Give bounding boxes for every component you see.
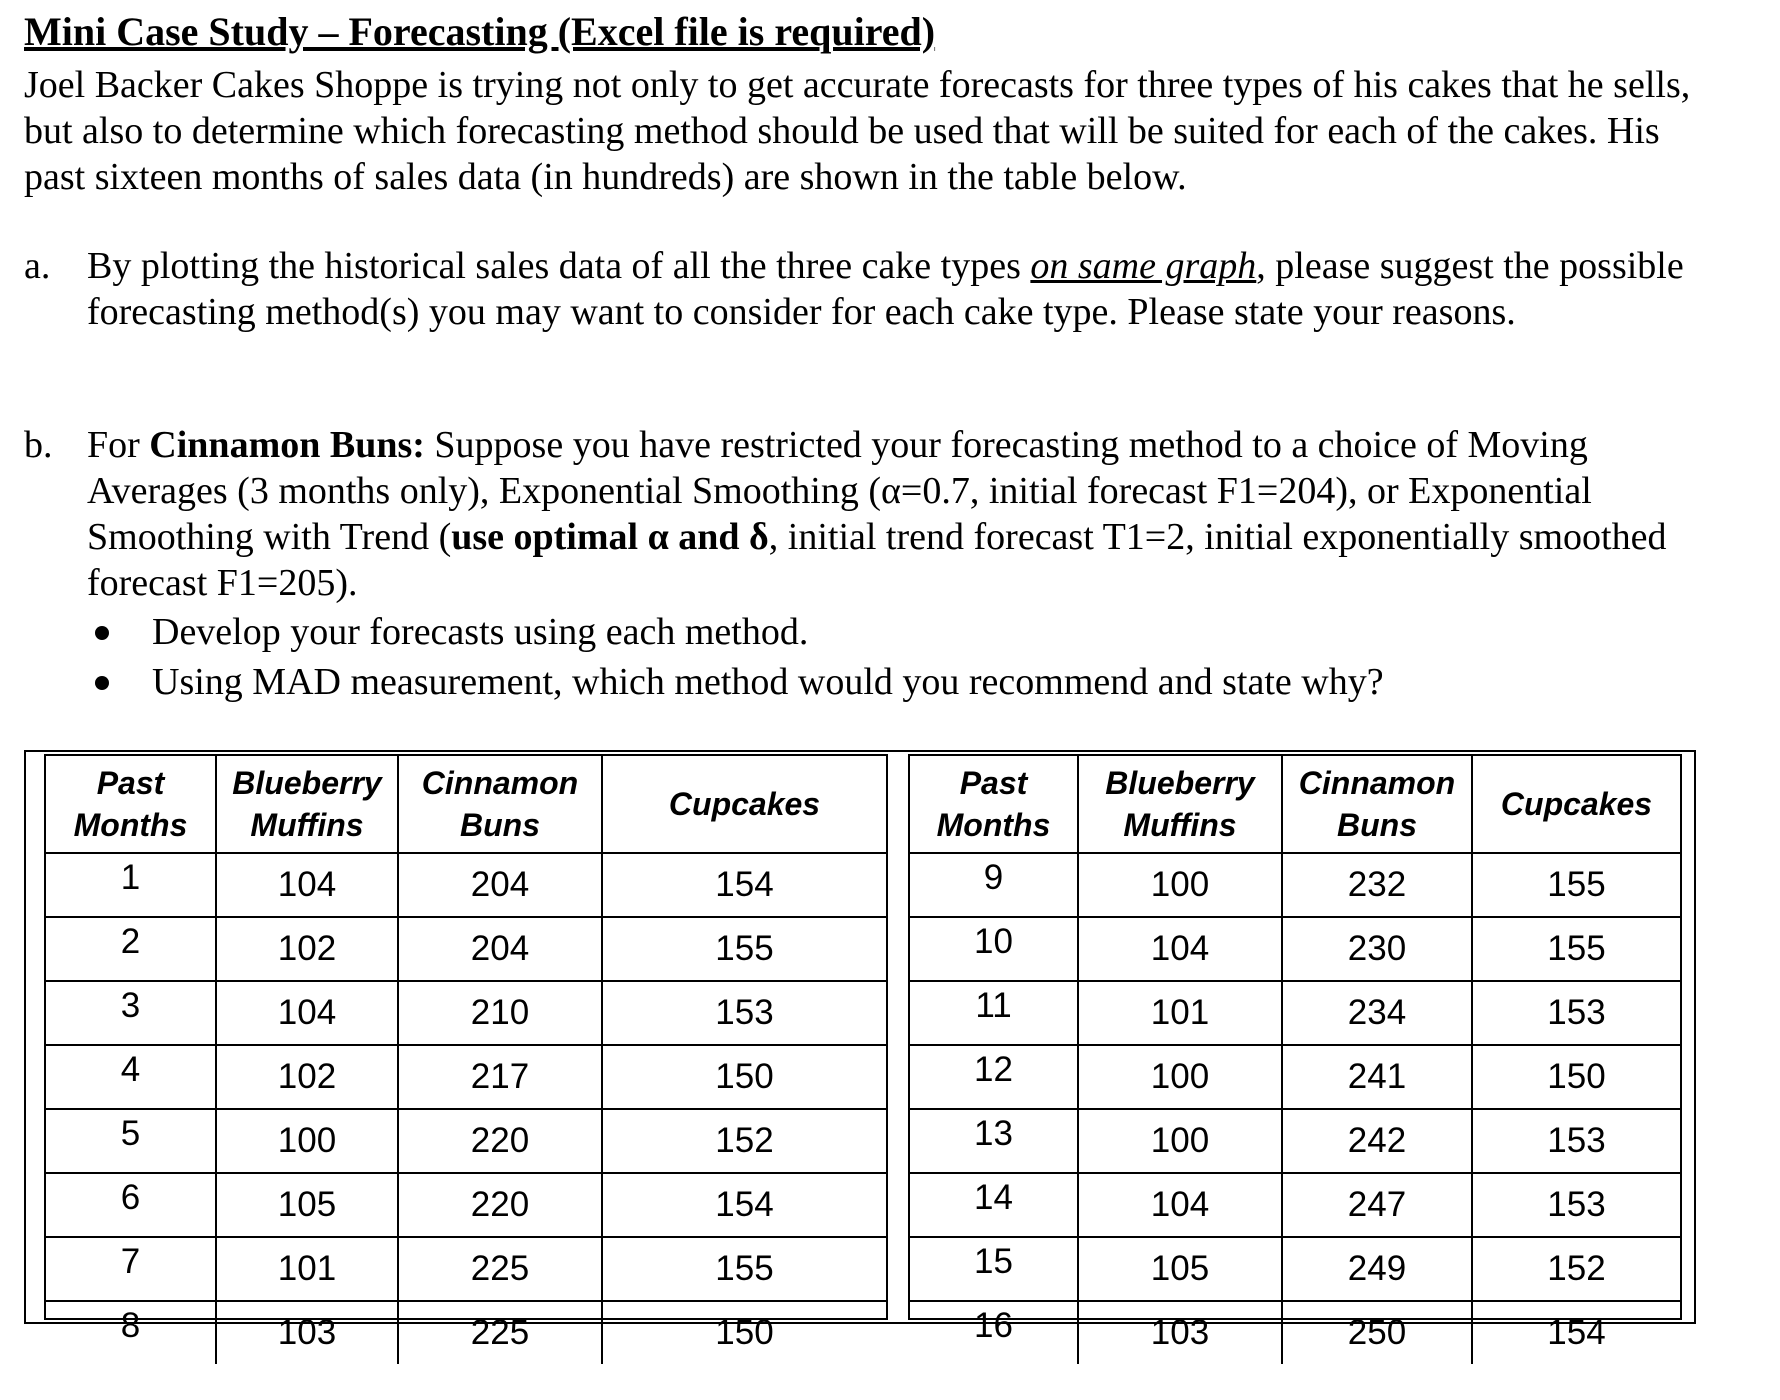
table-row [46, 1045, 886, 1109]
cell-cinnamon: 225 [398, 1301, 602, 1364]
cell-cinnamon: 250 [1282, 1301, 1472, 1364]
question-b-prefix: For [87, 424, 150, 466]
table-row [46, 853, 886, 917]
cell-blueberry: 101 [1078, 981, 1282, 1045]
table-row [46, 1301, 886, 1364]
question-a-body [87, 243, 1727, 335]
cell-blueberry: 104 [216, 853, 398, 917]
question-a-letter: a. [24, 245, 51, 287]
sales-table-left-grid [46, 756, 886, 1364]
cell-month: 12 [910, 1045, 1078, 1109]
cell-cinnamon: 230 [1282, 917, 1472, 981]
table-row [910, 917, 1680, 981]
cell-cinnamon: 232 [1282, 853, 1472, 917]
table-row [910, 1301, 1680, 1364]
cell-blueberry: 103 [1078, 1301, 1282, 1364]
header-blueberry-muffins: Blueberry Muffins [216, 756, 398, 853]
cell-cupcakes: 150 [602, 1301, 886, 1364]
cell-blueberry: 103 [216, 1301, 398, 1364]
cell-cinnamon: 220 [398, 1109, 602, 1173]
bullet-item [87, 607, 1384, 657]
page-title: Mini Case Study – Forecasting (Excel file is required) [24, 9, 936, 54]
cell-cupcakes: 153 [602, 981, 886, 1045]
cell-cupcakes: 153 [1472, 1173, 1680, 1237]
question-a-text-before: By plotting the historical sales data of all the three cake types [87, 245, 1031, 287]
table-header-row [46, 756, 886, 853]
table-row [910, 1237, 1680, 1301]
question-b-bullet-list [87, 607, 1384, 707]
cell-cinnamon: 249 [1282, 1237, 1472, 1301]
cell-cinnamon: 204 [398, 917, 602, 981]
cell-month: 9 [910, 853, 1078, 917]
cell-cupcakes: 150 [602, 1045, 886, 1109]
cell-cupcakes: 152 [1472, 1237, 1680, 1301]
question-a [24, 243, 1727, 335]
cell-blueberry: 104 [1078, 1173, 1282, 1237]
cell-cupcakes: 150 [1472, 1045, 1680, 1109]
cell-cupcakes: 155 [1472, 853, 1680, 917]
table-row [910, 1045, 1680, 1109]
cell-cinnamon: 210 [398, 981, 602, 1045]
cell-cupcakes: 152 [602, 1109, 886, 1173]
cell-cupcakes: 154 [602, 853, 886, 917]
cell-cinnamon: 241 [1282, 1045, 1472, 1109]
cell-month: 15 [910, 1237, 1078, 1301]
cell-cupcakes: 155 [602, 1237, 886, 1301]
cell-month: 5 [46, 1109, 216, 1173]
table-row [910, 981, 1680, 1045]
cell-month: 3 [46, 981, 216, 1045]
cell-cupcakes: 155 [602, 917, 886, 981]
sales-table-right-grid [910, 756, 1680, 1364]
cell-cinnamon: 234 [1282, 981, 1472, 1045]
cell-month: 16 [910, 1301, 1078, 1364]
cell-month: 10 [910, 917, 1078, 981]
bullet-dot-icon [95, 676, 109, 690]
question-b-text2: , initial trend forecast T1=2, initial exponentially smoothed forecast F1=205). [87, 516, 1667, 604]
cell-blueberry: 102 [216, 917, 398, 981]
table-row [46, 1237, 886, 1301]
sales-table-left [44, 754, 888, 1352]
cell-month: 2 [46, 917, 216, 981]
question-b [24, 422, 1727, 606]
table-header-row [910, 756, 1680, 853]
cell-cinnamon: 220 [398, 1173, 602, 1237]
table-row [46, 1173, 886, 1237]
header-past-months: Past Months [910, 756, 1078, 853]
cell-month: 1 [46, 853, 216, 917]
header-cupcakes: Cupcakes [1472, 756, 1680, 853]
cell-month: 13 [910, 1109, 1078, 1173]
question-b-letter: b. [24, 424, 53, 466]
cell-blueberry: 102 [216, 1045, 398, 1109]
cell-cupcakes: 154 [602, 1173, 886, 1237]
table-row [910, 853, 1680, 917]
header-cinnamon-buns: Cinnamon Buns [398, 756, 602, 853]
cell-blueberry: 104 [216, 981, 398, 1045]
cell-blueberry: 105 [216, 1173, 398, 1237]
header-cinnamon-buns: Cinnamon Buns [1282, 756, 1472, 853]
intro-paragraph: Joel Backer Cakes Shoppe is trying not only to get accurate forecasts for three types of his cakes that he sells, but also to determine which forecasting method should be used that will be suited for each of the cakes. His past sixteen months of sales data (in hundreds) are shown in the table below. [24, 64, 1691, 198]
cell-blueberry: 100 [1078, 1045, 1282, 1109]
cell-blueberry: 101 [216, 1237, 398, 1301]
bullet-item [87, 657, 1384, 707]
table-row [910, 1173, 1680, 1237]
cell-blueberry: 104 [1078, 917, 1282, 981]
header-past-months: Past Months [46, 756, 216, 853]
table-row [46, 981, 886, 1045]
cell-month: 4 [46, 1045, 216, 1109]
cell-month: 8 [46, 1301, 216, 1364]
question-a-emphasis: on same graph [1030, 245, 1257, 287]
cell-cinnamon: 204 [398, 853, 602, 917]
cell-cupcakes: 154 [1472, 1301, 1680, 1364]
bullet-text: Using MAD measurement, which method would you recommend and state why? [152, 661, 1384, 703]
table-row [910, 1109, 1680, 1173]
cell-cinnamon: 247 [1282, 1173, 1472, 1237]
cell-cinnamon: 225 [398, 1237, 602, 1301]
header-cupcakes: Cupcakes [602, 756, 886, 853]
cell-cinnamon: 242 [1282, 1109, 1472, 1173]
bullet-dot-icon [95, 626, 109, 640]
cell-blueberry: 105 [1078, 1237, 1282, 1301]
question-b-product: Cinnamon Buns: [149, 424, 425, 466]
cell-cupcakes: 153 [1472, 981, 1680, 1045]
cell-month: 11 [910, 981, 1078, 1045]
question-b-bold2: use optimal α and δ [451, 516, 769, 558]
cell-cupcakes: 153 [1472, 1109, 1680, 1173]
bullet-text: Develop your forecasts using each method. [152, 611, 809, 653]
cell-cinnamon: 217 [398, 1045, 602, 1109]
table-row [46, 1109, 886, 1173]
cell-month: 6 [46, 1173, 216, 1237]
cell-blueberry: 100 [1078, 853, 1282, 917]
table-row [46, 917, 886, 981]
sales-table-right [908, 754, 1682, 1352]
question-a-text-after: , please suggest the possible forecasting method(s) you may want to consider for each cake type. Please state your reasons. [87, 245, 1684, 333]
sales-table [24, 750, 1696, 1352]
question-b-body [87, 422, 1727, 606]
question-b-text1: Suppose you have restricted your forecasting method to a choice of Moving Averages (3 months only), Exponential Smoothing (α=0.7, initial forecast F1=204), or Exponential Smoothing with Trend ( [87, 424, 1592, 558]
header-blueberry-muffins: Blueberry Muffins [1078, 756, 1282, 853]
cell-blueberry: 100 [216, 1109, 398, 1173]
cell-month: 7 [46, 1237, 216, 1301]
cell-cupcakes: 155 [1472, 917, 1680, 981]
cell-blueberry: 100 [1078, 1109, 1282, 1173]
cell-month: 14 [910, 1173, 1078, 1237]
